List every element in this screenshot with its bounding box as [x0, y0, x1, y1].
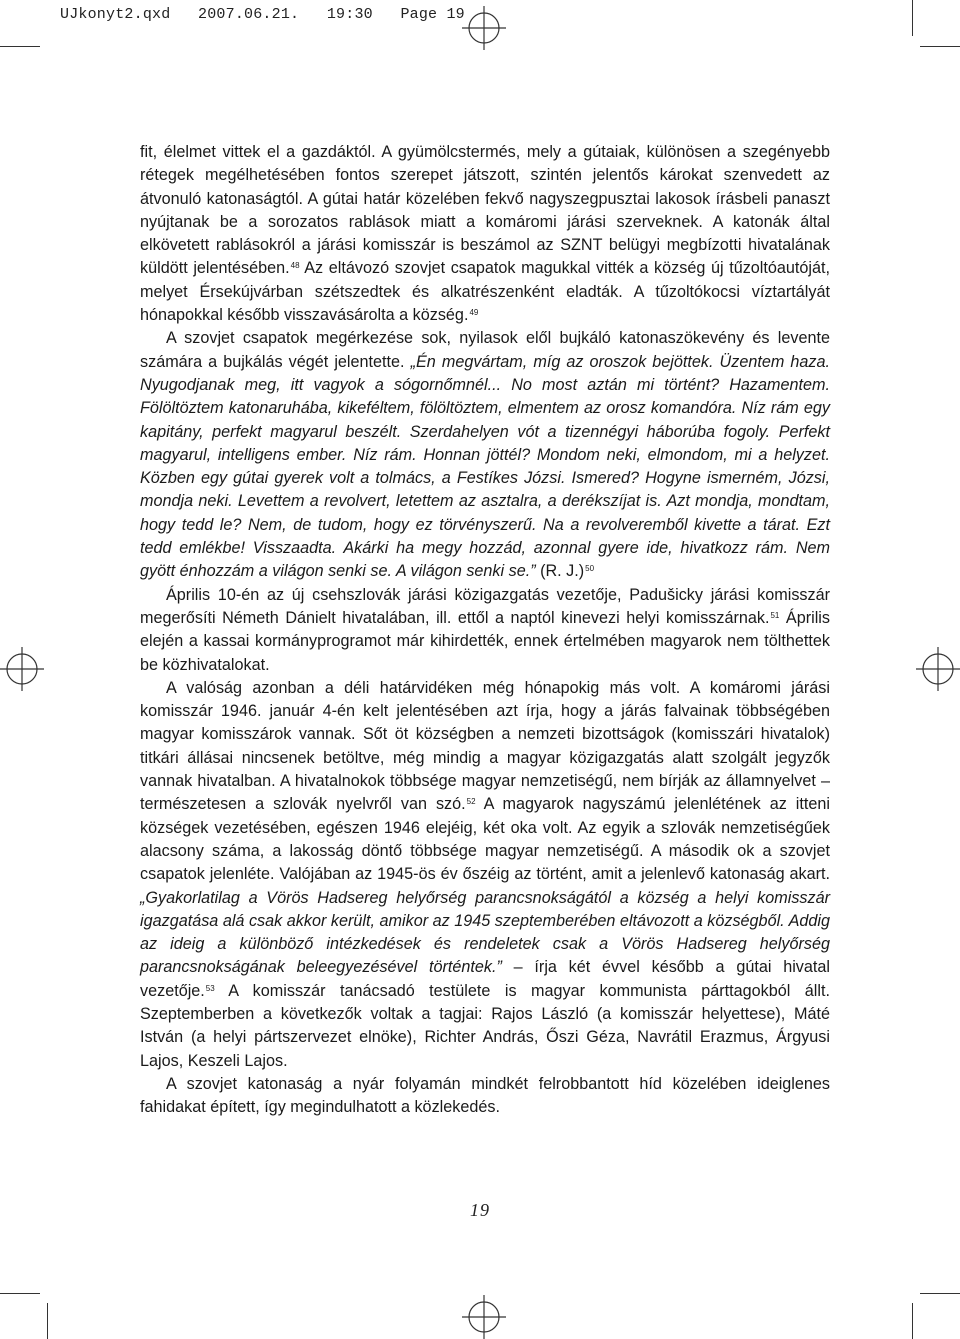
crop-mark-top-left [0, 46, 40, 47]
footnote-marker: 48 [290, 261, 300, 271]
crop-mark-top-right-vertical [912, 0, 913, 36]
footnote-marker: 50 [585, 564, 595, 574]
crop-mark-bottom-right [920, 1293, 960, 1294]
quotation-italic: „Én megvártam, míg az oroszok bejöttek. Üzentem haza. Nyugodjanak meg, itt vagyok a sógornőmnél... No most aztán mi történt? Hazamentem. Fölöltöztem katonaruhába, kikeféltem, fölöltöztem, elmentem az orosz komandóra. Níz rám egy kapitány, perfekt magyarul beszélt. Szerdahelyen vót a tizennégyi háborúba fogoly. Perfekt magyarul, intelligens ember. Níz rám. Honnan jöttél? Mondom neki, elmondom, mi a helyzet. Közben egy gútai gyerek volt a tolmács, a Festíkes Józsi. Ismered? Hogyne ismerném, Józsi, mondja neki. Levettem a revolvert, letettem az asztalra, a derékszíjat is. Azt mondja, mondtam, hogy tedd le? Nem, de tudom, hogy ez törvényszerű. Na a revolveremből kivette a tárat. Ezt tedd emlékbe! Visszaadta. Akárki ha megy hozzád, azonnal gyere ide, hivatkozz rám. Nem gyött énhozzám a világon senki se. A világon senki se.” [140, 352, 830, 581]
crop-mark-top-right [920, 46, 960, 47]
paragraph [140, 141, 830, 327]
registration-mark-bottom-center [462, 1295, 506, 1339]
text-run: A komisszár tanácsadó testülete is magyar kommunista párttagokból állt. Szeptemberben a következők voltak a tagjai: Rajos László (a komisszár helyettese), Máté István (a helyi pártszervezet elnöke), Richter András, Őszi Géza, Navrátil Erazmus, Árgyusi Lajos, Keszeli Lajos. [140, 981, 830, 1070]
crop-mark-bottom-left [0, 1293, 40, 1294]
paragraph [140, 584, 830, 677]
page-number: 19 [470, 1200, 490, 1220]
crop-mark-bottom-right-vertical [912, 1303, 913, 1339]
text-run: A magyarok nagyszámú jelenlétének az itteni községek vezetésében, egészen 1946 elejéig, két oka volt. Az egyik a szlovák nemzetiségűek alacsony száma, a lakosság döntő többsége magyar nemzetiségű. A második ok a szovjet csapatok jelenléte. Valójában az 1945-ös év őszéig az történt, amit a jelenlevő katonaság akart. [140, 795, 830, 884]
text-run: – írja két évvel később a gútai hivatal vezetője. [140, 958, 830, 1000]
text-run: A valóság azonban a déli határvidéken még hónapokig más volt. A komáromi járási komisszár 1946. január 4-én kelt jelentésében azt írja, hogy a járás falvainak többségében magyar komisszárok vannak. Sőt öt községben a nemzeti bizottságok (komisszári hivatalok) titkári állásai nincsenek betöltve, még mindig a magyar közigazgatás alatt szolgált jegyzők vannak hivatalban. A hivatalnokok többsége magyar nemzetiségű, nem bírják az államnyelvet – természetesen a szlovák nyelvről van szó. [140, 678, 830, 814]
text-run: Április elején a kassai kormányprogramot már kihirdették, ennek értelmében magyarok nem tölthettek be közhivatalokat. [140, 608, 830, 674]
text-run: (R. J.) [535, 562, 585, 581]
footnote-marker: 53 [205, 983, 215, 993]
paragraph [140, 1073, 830, 1120]
footnote-marker: 49 [469, 308, 479, 318]
text-run: Április 10-én az új csehszlovák járási közigazgatás vezetője, Padušicky járási komisszár megerősíti Németh Dánielt hivatalában, ill. ettől a naptól kinevezi helyi komisszárnak. [140, 585, 830, 627]
crop-mark-bottom-left-vertical [47, 1303, 48, 1339]
registration-mark-right [916, 647, 960, 691]
text-run: Az eltávozó szovjet csapatok magukkal vitték a község új tűzoltóautóját, melyet Érsekújvárban szétszedtek és alkatrészenként eladták. A tűzoltókocsi víztartályát hónapokkal később visszavásárolta a község. [140, 259, 830, 325]
body-text [140, 141, 830, 1119]
footnote-marker: 51 [770, 610, 780, 620]
paragraph [140, 327, 830, 583]
quotation-italic: „Gyakorlatilag a Vörös Hadsereg helyőrség parancsnokságától a község a helyi komisszár igazgatása alá csak akkor került, amikor az 1945 szeptemberében eltávozott a községből. Addig az ideig a különböző intézkedések és rendeletek csak a Vörös Hadsereg helyőrség parancsnokságának beleegyezésével történtek.” [140, 888, 830, 977]
registration-mark-top-center [462, 6, 506, 50]
text-run: A szovjet csapatok megérkezése sok, nyilasok elől bujkáló katonaszökevény és levente számára a bujkálás végét jelentette. [140, 329, 830, 371]
print-slug: UJkonyt2.qxd 2007.06.21. 19:30 Page 19 [60, 6, 465, 23]
footnote-marker: 52 [466, 797, 476, 807]
registration-mark-left [0, 647, 44, 691]
paragraph [140, 677, 830, 1073]
text-run: fit, élelmet vittek el a gazdáktól. A gyümölcstermés, mely a gútaiak, különösen a szegényebb rétegek megélhetésében fontos szerepet játszott, szintén jelentős károkat szenvedett az átvonuló katonaságtól. A gútai határ közelében fekvő nagyszegpusztai lakosok írásbeli panaszt nyújtanak be a sorozatos rablások miatt a komáromi járási szerveknek. A katonák által elkövetett rablásokról a járási komisszár is beszámol az SZNT belügyi megbízotti hivatalának küldött jelentésében. [140, 143, 830, 278]
text-run: A szovjet katonaság a nyár folyamán mindkét felrobbantott híd közelében ideiglenes fahidakat épített, így megindulhatott a közlekedés. [140, 1074, 830, 1117]
